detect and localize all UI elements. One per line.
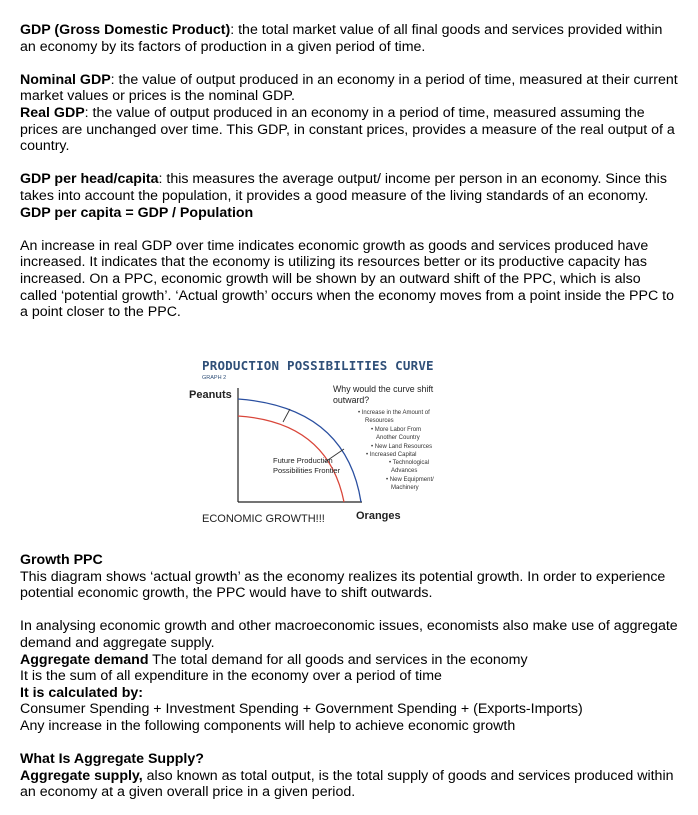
- nominal-gdp-text: : the value of output produced in an economy in a period of time, measured at their current market values or prices is the nominal GDP.: [20, 71, 678, 105]
- gdp-term: GDP (Gross Domestic Product): [20, 22, 231, 38]
- aggregate-demand-line2: It is the sum of all expenditure in the economy over a period of time: [20, 668, 442, 685]
- frontier-label-line1: Future Production: [273, 456, 333, 465]
- question-line1: Why would the curve shift: [333, 384, 434, 394]
- reason-item: Advances: [391, 468, 418, 474]
- real-gdp-text: : the value of output produced in an economy in a period of time, measured assuming the prices are unchanged over time. This GDP, in constant prices, provides a measure of the real output of a country.: [20, 104, 675, 155]
- analysing-paragraph: In analysing economic growth and other macroeconomic issues, economists also make use of aggregate demand and aggregate supply.: [20, 618, 678, 651]
- gdp-per-capita-formula: GDP per capita = GDP / Population: [20, 204, 254, 221]
- reason-item: • Technological: [389, 460, 430, 466]
- x-axis-label: Oranges: [356, 510, 401, 522]
- reasons-list: [358, 410, 434, 491]
- gdp-definition: [20, 22, 680, 55]
- ppc-figure: [186, 352, 476, 532]
- reason-item: • Increase in the Amount of: [358, 410, 430, 416]
- figure-caption: ECONOMIC GROWTH!!!: [202, 513, 325, 525]
- reason-item: Machinery: [391, 485, 419, 491]
- frontier-label-line2: Possibilities Frontier: [273, 466, 341, 475]
- gdp-per-head-term: GDP per head/capita: [20, 171, 159, 188]
- calculated-heading: It is calculated by:: [20, 684, 143, 701]
- y-axis-label: Peanuts: [189, 389, 232, 401]
- gdp-text: : the total market value of all final goods and services provided within an economy by its factors of production in a given period of time.: [20, 22, 663, 55]
- gdp-per-head-text: : this measures the average output/ income per person in an economy. Since this takes into account the population, it provides a good measure of the living standards of an economy.: [20, 171, 667, 204]
- reason-item: • New Land Resources: [371, 444, 433, 450]
- nominal-gdp-term: Nominal GDP: [20, 71, 111, 88]
- reason-item: Another Country: [376, 435, 420, 441]
- aggregate-demand-term: Aggregate demand: [20, 651, 149, 668]
- aggregate-supply-text: also known as total output, is the total supply of goods and services produced within an economy at a given overall price in a given period.: [20, 767, 674, 801]
- gdp-per-head-definition: [20, 171, 680, 204]
- aggregate-demand-formula: Consumer Spending + Investment Spending + Government Spending + (Exports-Imports): [20, 701, 583, 718]
- figure-subtitle: GRAPH 2: [202, 375, 227, 381]
- shift-indicator: [283, 409, 290, 422]
- growth-ppc-text: This diagram shows ‘actual growth’ as the economy realizes its potential growth. In order to experience potential economic growth, the PPC would have to shift outwards.: [20, 568, 666, 602]
- nominal-gdp-definition: [20, 72, 680, 105]
- figure-title: PRODUCTION POSSIBILITIES CURVE: [202, 358, 434, 373]
- aggregate-supply-definition: [20, 768, 680, 801]
- aggregate-supply-heading: What Is Aggregate Supply?: [20, 751, 204, 768]
- reason-item: • More Labor From: [371, 427, 422, 433]
- question-line2: outward?: [333, 395, 370, 405]
- aggregate-supply-term: Aggregate supply,: [20, 767, 143, 784]
- growth-ppc-heading: Growth PPC: [20, 552, 103, 568]
- real-gdp-term: Real GDP: [20, 104, 85, 121]
- aggregate-demand-definition: [20, 652, 680, 669]
- document-bottom: [20, 552, 680, 801]
- reason-item: • Increased Capital: [366, 452, 417, 458]
- document-top: [20, 22, 680, 321]
- real-gdp-definition: [20, 105, 680, 155]
- growth-paragraph: An increase in real GDP over time indicates economic growth as goods and services produced have increased. It indicates that the economy is utilizing its resources better or its productive capacity has increased. On a PPC, economic growth will be shown by an outward shift of the PPC, which is also called ‘potential growth’. ‘Actual growth’ occurs when the economy moves from a point inside the PPC to a point closer to the PPC.: [20, 237, 675, 321]
- reason-item: Resources: [365, 418, 394, 424]
- aggregate-demand-text: The total demand for all goods and services in the economy: [148, 651, 528, 668]
- components-note: Any increase in the following components will help to achieve economic growth: [20, 717, 516, 734]
- reason-item: • New Equipment/: [386, 477, 434, 483]
